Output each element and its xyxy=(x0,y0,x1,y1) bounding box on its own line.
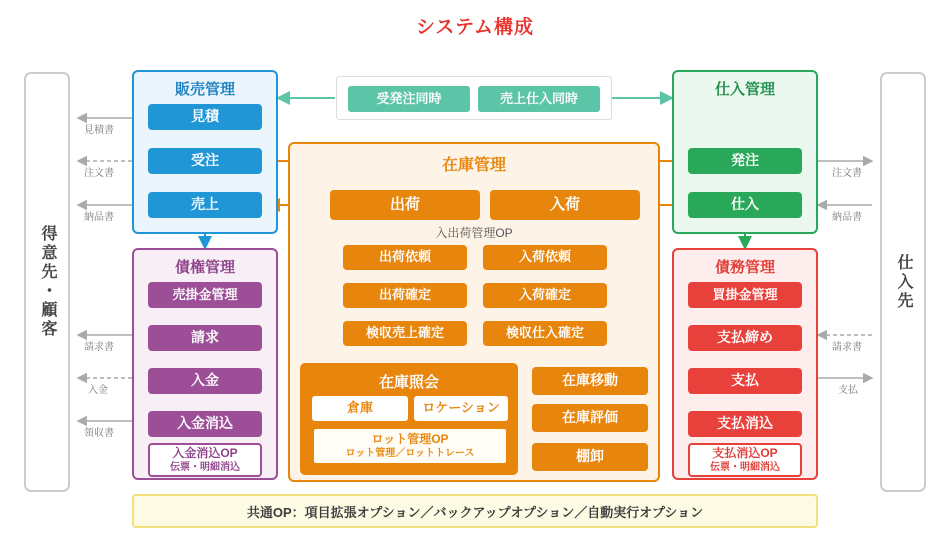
edge-label-payment-right: 支払 xyxy=(838,385,858,396)
footer-common-options: 共通OP：項目拡張オプション／バックアップオプション／自動実行オプション xyxy=(132,494,818,528)
node-warehouse[interactable]: 倉庫 xyxy=(312,396,408,421)
panel-sales-title: 販売管理 xyxy=(174,81,235,98)
node-payment[interactable]: 支払 xyxy=(688,368,802,394)
node-inspection-purchase-confirm[interactable]: 検収仕入確定 xyxy=(483,321,607,346)
option-lot-management[interactable] xyxy=(312,427,508,465)
node-accounts-payable[interactable]: 買掛金管理 xyxy=(688,282,802,308)
node-inspection-sales-confirm[interactable]: 検収売上確定 xyxy=(343,321,467,346)
node-purchase-order[interactable]: 発注 xyxy=(688,148,802,174)
node-receive-confirm[interactable]: 入荷確定 xyxy=(483,283,607,308)
node-receiving[interactable]: 入荷 xyxy=(490,190,640,220)
page-title: システム構成 xyxy=(415,17,535,38)
node-shipping[interactable]: 出荷 xyxy=(330,190,480,220)
node-accounts-receivable[interactable]: 売掛金管理 xyxy=(148,282,262,308)
panel-stock-title: 在庫管理 xyxy=(441,157,506,174)
panel-payable-title: 債務管理 xyxy=(714,259,775,276)
node-receive-request[interactable]: 入荷依頼 xyxy=(483,245,607,270)
node-payment-matching[interactable]: 支払消込 xyxy=(688,411,802,437)
edge-label-receipt-doc: 領収書 xyxy=(84,428,114,439)
option-receivable-sub: 伝票・明細消込 xyxy=(170,462,240,474)
node-ship-confirm[interactable]: 出荷確定 xyxy=(343,283,467,308)
node-stock-transfer[interactable]: 在庫移動 xyxy=(532,367,648,395)
node-sales-quote[interactable]: 見積 xyxy=(148,104,262,130)
node-stock-valuation[interactable]: 在庫評価 xyxy=(532,404,648,432)
option-payment-matching[interactable] xyxy=(688,443,802,477)
edge-label-invoice-doc-right: 請求書 xyxy=(832,342,862,353)
edge-label-order-doc-right: 注文書 xyxy=(832,168,862,179)
edge-label-quote-doc: 見積書 xyxy=(84,125,114,136)
option-receipt-matching[interactable] xyxy=(148,443,262,477)
right-actor-supplier: 仕入先 xyxy=(880,72,926,492)
edge-label-delivery-doc-right: 納品書 xyxy=(832,212,862,223)
edge-label-delivery-doc: 納品書 xyxy=(84,212,114,223)
option-payable-title: 支払消込OP xyxy=(712,446,778,461)
option-lot-sub: ロット管理／ロットトレース xyxy=(345,448,475,460)
edge-label-purchase-order-doc: 注文書 xyxy=(84,168,114,179)
left-actor-customer: 得意先・顧客 xyxy=(24,72,70,492)
edge-label-invoice-doc: 請求書 xyxy=(84,342,114,353)
edge-label-deposit: 入金 xyxy=(88,385,108,396)
option-lot-title: ロット管理OP xyxy=(371,432,449,447)
node-location[interactable]: ロケーション xyxy=(414,396,508,421)
panel-purchase-title: 仕入管理 xyxy=(714,81,775,98)
stock-inquiry-title: 在庫照会 xyxy=(378,374,439,391)
sync-order-chip[interactable]: 受発注同時 xyxy=(348,86,470,112)
option-receivable-title: 入金消込OP xyxy=(172,446,238,461)
node-sales-revenue[interactable]: 売上 xyxy=(148,192,262,218)
node-payment-closing[interactable]: 支払締め xyxy=(688,325,802,351)
io-option-label: 入出荷管理OP xyxy=(435,226,513,240)
node-stocktaking[interactable]: 棚卸 xyxy=(532,443,648,471)
node-payment-received[interactable]: 入金 xyxy=(148,368,262,394)
node-sales-order[interactable]: 受注 xyxy=(148,148,262,174)
node-billing[interactable]: 請求 xyxy=(148,325,262,351)
node-purchase-receipt[interactable]: 仕入 xyxy=(688,192,802,218)
panel-receivable-title: 債権管理 xyxy=(174,259,235,276)
node-receipt-matching[interactable]: 入金消込 xyxy=(148,411,262,437)
option-payable-sub: 伝票・明細消込 xyxy=(710,462,780,474)
sync-sales-purchase-chip[interactable]: 売上仕入同時 xyxy=(478,86,600,112)
node-ship-request[interactable]: 出荷依頼 xyxy=(343,245,467,270)
